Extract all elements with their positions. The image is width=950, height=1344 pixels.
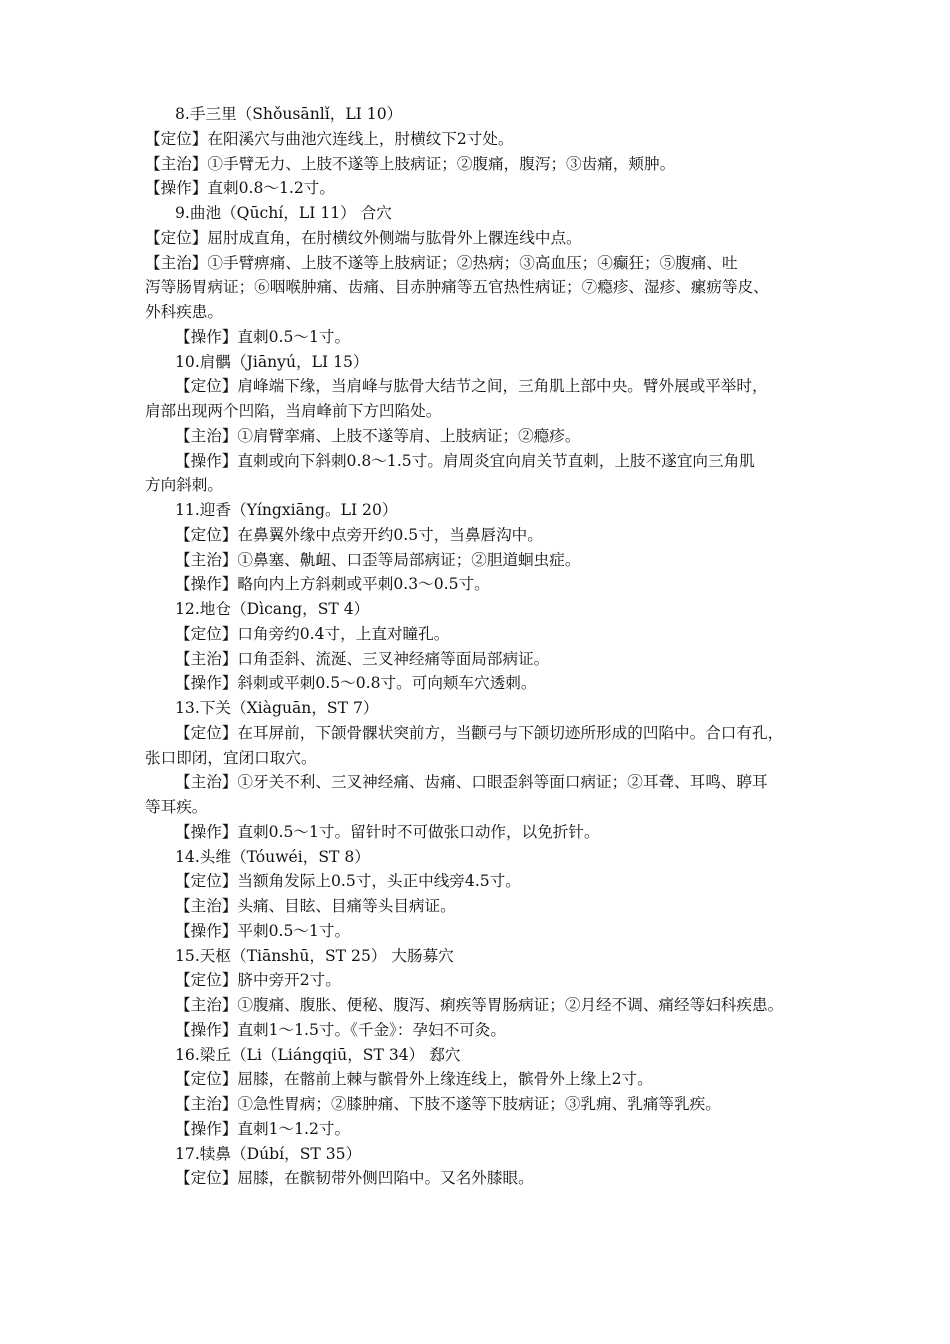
text-line: 16.梁丘（Li（Liángqiū，ST 34） 郄穴: [175, 1045, 461, 1064]
text-line: 【操作】直刺0.5～1寸。: [175, 327, 351, 346]
text-line: 【主治】口角歪斜、流涎、三叉神经痛等面局部病证。: [175, 649, 550, 668]
text-line: 12.地仓（Dìcang，ST 4）: [175, 600, 370, 618]
text-line: 【操作】直刺0.8～1.2寸。: [145, 179, 335, 198]
document-page: [145, 102, 825, 1191]
text-line: 9.曲池（Qūchí，LI 11） 合穴: [175, 204, 392, 222]
text-line: 【定位】肩峰端下缘，当肩峰与肱骨大结节之间，三角肌上部中央。臂外展或平举时，: [175, 377, 768, 396]
text-line: 【操作】直刺1～1.5寸。《千金》：孕妇不可灸。: [175, 1020, 506, 1039]
text-line: 外科疾患。: [145, 303, 223, 321]
text-line: 【主治】①鼻塞、鼽衄、口歪等局部病证；②胆道蛔虫症。: [175, 550, 581, 569]
text-line: 等耳疾。: [145, 798, 208, 816]
text-line: 13.下关（Xiàguān，ST 7）: [175, 699, 379, 717]
text-line: 【定位】在耳屏前，下颌骨髁状突前方，当颧弓与下颌切迹所形成的凹陷中。合口有孔，: [175, 723, 784, 742]
text-line: 【操作】直刺1～1.2寸。: [175, 1119, 351, 1138]
text-line: 【操作】斜刺或平刺0.5～0.8寸。可向颊车穴透刺。: [175, 674, 537, 693]
text-line: 17.犊鼻（Dúbí，ST 35）: [175, 1144, 362, 1163]
text-line: 【主治】①手臂痹痛、上肢不遂等上肢病证；②热病；③高血压；④癫狂；⑤腹痛、吐: [145, 253, 738, 272]
text-line: 【定位】口角旁约0.4寸，上直对瞳孔。: [175, 624, 450, 643]
text-line: 【定位】脐中旁开2寸。: [175, 971, 341, 990]
text-line: 【操作】略向内上方斜刺或平刺0.3～0.5寸。: [175, 575, 490, 594]
text-line: 【主治】①急性胃病；②膝肿痛、下肢不遂等下肢病证；③乳痈、乳痛等乳疾。: [175, 1095, 721, 1113]
text-line: 8.手三里（Shǒusānlǐ，LI 10）: [175, 105, 403, 123]
text-line: 14.头维（Tóuwéi，ST 8）: [175, 847, 370, 866]
text-line: 肩部出现两个凹陷，当肩峰前下方凹陷处。: [145, 402, 442, 420]
text-line: 【定位】屈膝，在髌韧带外侧凹陷中。又名外膝眼。: [175, 1169, 534, 1188]
text-line: 【定位】屈膝，在髂前上棘与髌骨外上缘连线上，髌骨外上缘上2寸。: [175, 1070, 653, 1089]
text-line: 张口即闭，宜闭口取穴。: [145, 748, 317, 767]
text-line: 【主治】头痛、目眩、目痛等头目病证。: [175, 897, 456, 915]
text-line: 【操作】直刺0.5～1寸。留针时不可做张口动作，以免折针。: [175, 822, 600, 841]
text-line: 【主治】①牙关不利、三叉神经痛、齿痛、口眼歪斜等面口病证；②耳聋、耳鸣、聤耳: [175, 773, 768, 792]
text-line: 泻等肠胃病证；⑥咽喉肿痛、齿痛、目赤肿痛等五官热性病证；⑦瘾疹、湿疹、瘰疬等皮、: [145, 278, 769, 297]
text-line: 【定位】在鼻翼外缘中点旁开约0.5寸，当鼻唇沟中。: [175, 525, 543, 544]
text-line: 方向斜刺。: [145, 476, 223, 495]
text-line: 【主治】①肩臂挛痛、上肢不遂等肩、上肢病证；②瘾疹。: [175, 426, 581, 445]
text-line: 【定位】在阳溪穴与曲池穴连线上，肘横纹下2寸处。: [145, 129, 514, 148]
text-line: 【定位】屈肘成直角，在肘横纹外侧端与肱骨外上髁连线中点。: [145, 228, 582, 247]
text-line: 【定位】当额角发际上0.5寸，头正中线旁4.5寸。: [175, 872, 521, 891]
text-line: 10.肩髃（Jiānyú，LI 15）: [175, 352, 369, 371]
text-line: 【操作】平刺0.5～1寸。: [175, 921, 351, 940]
text-line: 【主治】①手臂无力、上肢不遂等上肢病证；②腹痛，腹泻；③齿痛，颊肿。: [145, 154, 676, 173]
text-line: 11.迎香（Yíngxiāng。LI 20）: [175, 501, 398, 519]
text-line: 【主治】①腹痛、腹胀、便秘、腹泻、痢疾等胃肠病证；②月经不调、痛经等妇科疾患。: [175, 996, 784, 1014]
text-line: 15.天枢（Tiānshū，ST 25） 大肠募穴: [175, 946, 454, 965]
text-line: 【操作】直刺或向下斜刺0.8～1.5寸。肩周炎宜向肩关节直刺，上肢不遂宜向三角肌: [175, 451, 755, 470]
